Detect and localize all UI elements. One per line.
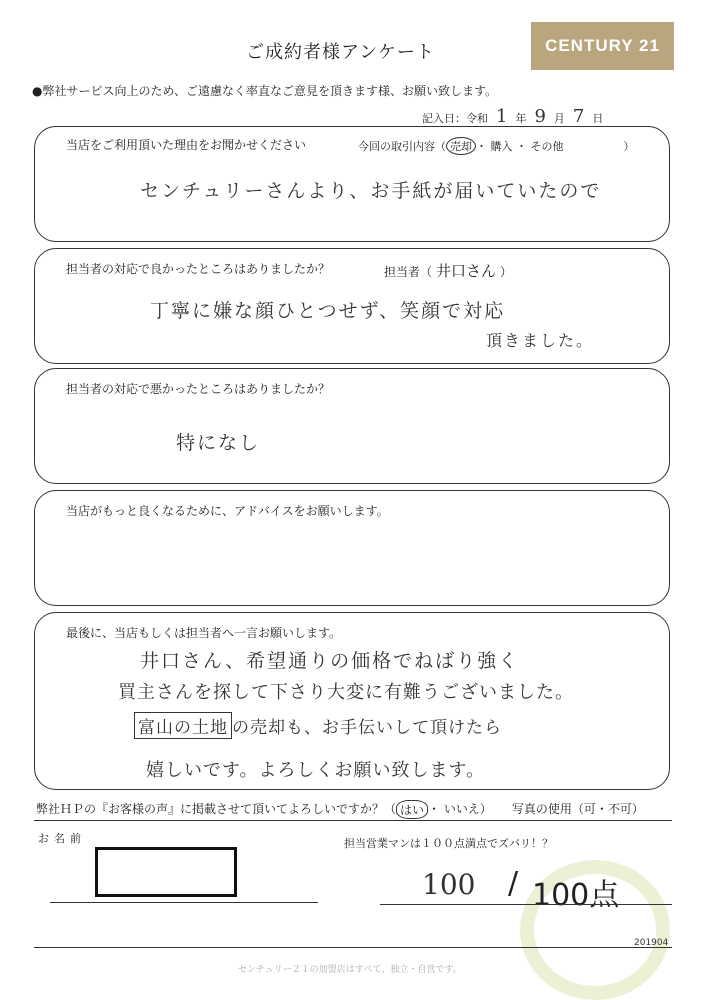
q5-line3	[134, 712, 502, 739]
date-year: 1	[496, 106, 508, 127]
q5-line2: 買主さんを探して下さり大変に有難うございました。	[118, 682, 574, 703]
form-code: 201904	[634, 938, 669, 948]
q1-answer: センチュリーさんより、お手紙が届いていたので	[140, 180, 602, 202]
q5-line3-rest: の売却も、お手伝いして頂けたら	[232, 718, 502, 738]
date-year-unit: 年	[515, 112, 527, 125]
score-underline	[380, 904, 672, 905]
page-title: ご成約者様アンケート	[246, 42, 435, 63]
publish-question-row	[36, 800, 644, 819]
date-month-unit: 月	[553, 112, 565, 125]
photo-usage: 写真の使用（可・不可）	[511, 802, 644, 816]
score-max: 100点	[532, 878, 620, 913]
q2-answer-line2: 頂きました。	[486, 331, 595, 350]
q5-question: 最後に、当店もしくは担当者へ一言お願いします。	[66, 626, 342, 640]
q2-staff-close: ）	[500, 265, 513, 279]
score-question: 担当営業マンは１００点満点でズバリ！？	[344, 837, 553, 850]
date-day: 7	[572, 106, 585, 127]
publish-question: 弊社ＨＰの『お客様の声』に掲載させて頂いてよろしいですか？（	[36, 802, 397, 816]
q3-question: 担当者の対応で悪かったところはありましたか？	[66, 382, 331, 396]
q2-answer-line1: 丁寧に嫌な顔ひとつせず、笑顔で対応	[150, 300, 506, 322]
name-underline	[50, 902, 318, 903]
publish-yes-circled: はい	[396, 800, 428, 819]
date-label: 記入日：	[422, 112, 466, 125]
q2-staff-name: 井口さん	[436, 262, 497, 280]
score-slash: /	[508, 866, 519, 901]
date-day-unit: 日	[592, 112, 604, 125]
score-value: 100	[422, 868, 476, 901]
name-label: お名前	[38, 832, 86, 845]
q1-deal-type	[358, 137, 635, 155]
century21-logo: CENTURY 21	[531, 22, 674, 70]
q1-deal-label: 今回の取引内容（	[358, 140, 446, 153]
intro-text: ●弊社サービス向上のため、ご遠慮なく率直なご意見を頂きます様、お願い致します。	[32, 84, 498, 98]
date-row	[422, 106, 603, 127]
q5-line4: 嬉しいです。よろしくお願い致します。	[146, 760, 486, 781]
q2-staff-label: 担当者（	[384, 265, 433, 279]
publish-rest: ・ いいえ）	[428, 802, 492, 816]
q1-deal-close: ）	[623, 140, 635, 153]
q2-staff	[384, 260, 512, 281]
date-month: 9	[534, 106, 546, 127]
q3-answer: 特になし	[176, 432, 261, 454]
name-redaction-box	[95, 847, 237, 897]
q2-question: 担当者の対応で良かったところはありましたか？	[66, 262, 331, 276]
disclaimer: センチュリー２１の加盟店はすべて、独立・自営です。	[238, 965, 462, 975]
q5-line1: 井口さん、希望通りの価格でねばり強く	[140, 650, 520, 672]
q4-question: 当店がもっと良くなるために、アドバイスをお願いします。	[66, 504, 389, 518]
date-era: 令和	[466, 112, 488, 125]
q1-deal-selected: 売却	[446, 137, 476, 155]
q1-deal-rest: ・ 購入 ・ その他	[476, 140, 564, 153]
q1-question: 当店をご利用頂いた理由をお聞かせください	[66, 138, 307, 152]
q5-line3-boxed: 富山の土地	[134, 712, 232, 739]
